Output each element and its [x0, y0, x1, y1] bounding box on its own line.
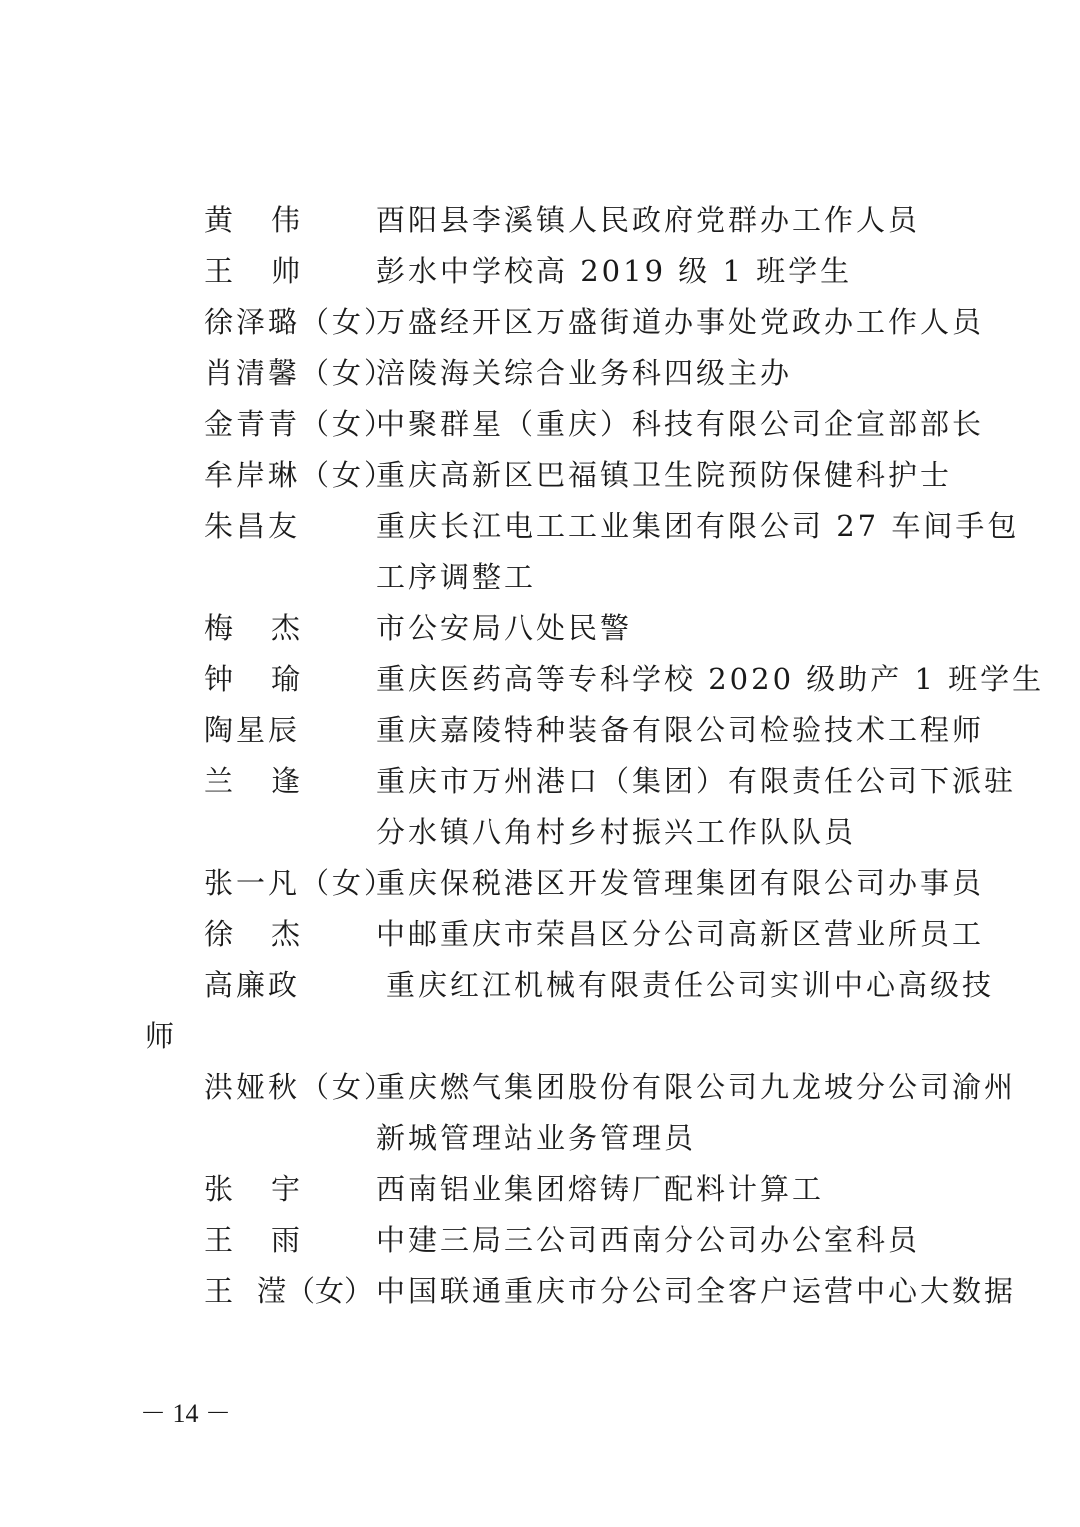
person-description: 万盛经开区万盛街道办事处党政办工作人员	[376, 305, 985, 339]
person-description: 中建三局三公司西南分公司办公室科员	[376, 1223, 921, 1257]
person-description: 重庆嘉陵特种装备有限公司检验技术工程师	[376, 713, 985, 747]
person-description: 酉阳县李溪镇人民政府党群办工作人员	[376, 203, 921, 237]
person-name: 洪娅秋（女）	[204, 1070, 397, 1104]
person-description: 重庆长江电工工业集团有限公司 27 车间手包	[376, 509, 1020, 543]
person-description: 西南铝业集团熔铸厂配料计算工	[376, 1172, 825, 1206]
person-name: 黄 伟	[204, 203, 300, 237]
person-description-wrapped: 师	[145, 1019, 175, 1053]
person-description-continued: 分水镇八角村乡村振兴工作队队员	[376, 815, 857, 849]
person-name: 王 滢（女）	[204, 1274, 374, 1308]
person-name: 朱昌友	[204, 509, 301, 543]
person-name: 徐泽璐（女）	[204, 305, 397, 339]
person-description: 重庆燃气集团股份有限公司九龙坡分公司渝州	[376, 1070, 1017, 1104]
person-name: 王 帅	[204, 254, 300, 288]
person-description: 中聚群星（重庆）科技有限公司企宣部部长	[376, 407, 985, 441]
person-description: 彭水中学校高 2019 级 1 班学生	[376, 254, 853, 288]
person-description: 重庆医药高等专科学校 2020 级助产 1 班学生	[376, 662, 1045, 696]
person-name: 金青青（女）	[204, 407, 397, 441]
person-description-continued: 新城管理站业务管理员	[376, 1121, 697, 1155]
person-description: 重庆保税港区开发管理集团有限公司办事员	[376, 866, 985, 900]
person-name: 牟岸琳（女）	[204, 458, 397, 492]
person-description: 重庆高新区巴福镇卫生院预防保健科护士	[376, 458, 953, 492]
person-name: 徐 杰	[204, 917, 300, 951]
person-description: 涪陵海关综合业务科四级主办	[376, 356, 793, 390]
person-name: 钟 瑜	[204, 662, 300, 696]
person-name: 张 宇	[204, 1172, 300, 1206]
person-name: 兰 逢	[204, 764, 300, 798]
person-description: 重庆红江机械有限责任公司实训中心高级技	[386, 968, 995, 1002]
page-number: － 14 －	[140, 1399, 232, 1428]
person-description: 中邮重庆市荣昌区分公司高新区营业所员工	[376, 917, 985, 951]
person-name: 张一凡（女）	[204, 866, 397, 900]
person-description: 市公安局八处民警	[376, 611, 633, 645]
person-name: 梅 杰	[204, 611, 300, 645]
person-description-continued: 工序调整工	[376, 560, 537, 594]
person-description: 重庆市万州港口（集团）有限责任公司下派驻	[376, 764, 1017, 798]
person-name: 王 雨	[204, 1223, 300, 1257]
person-name: 高廉政	[204, 968, 301, 1002]
person-name: 肖清馨（女）	[204, 356, 397, 390]
person-name: 陶星辰	[204, 713, 301, 747]
person-description: 中国联通重庆市分公司全客户运营中心大数据	[376, 1274, 1017, 1308]
